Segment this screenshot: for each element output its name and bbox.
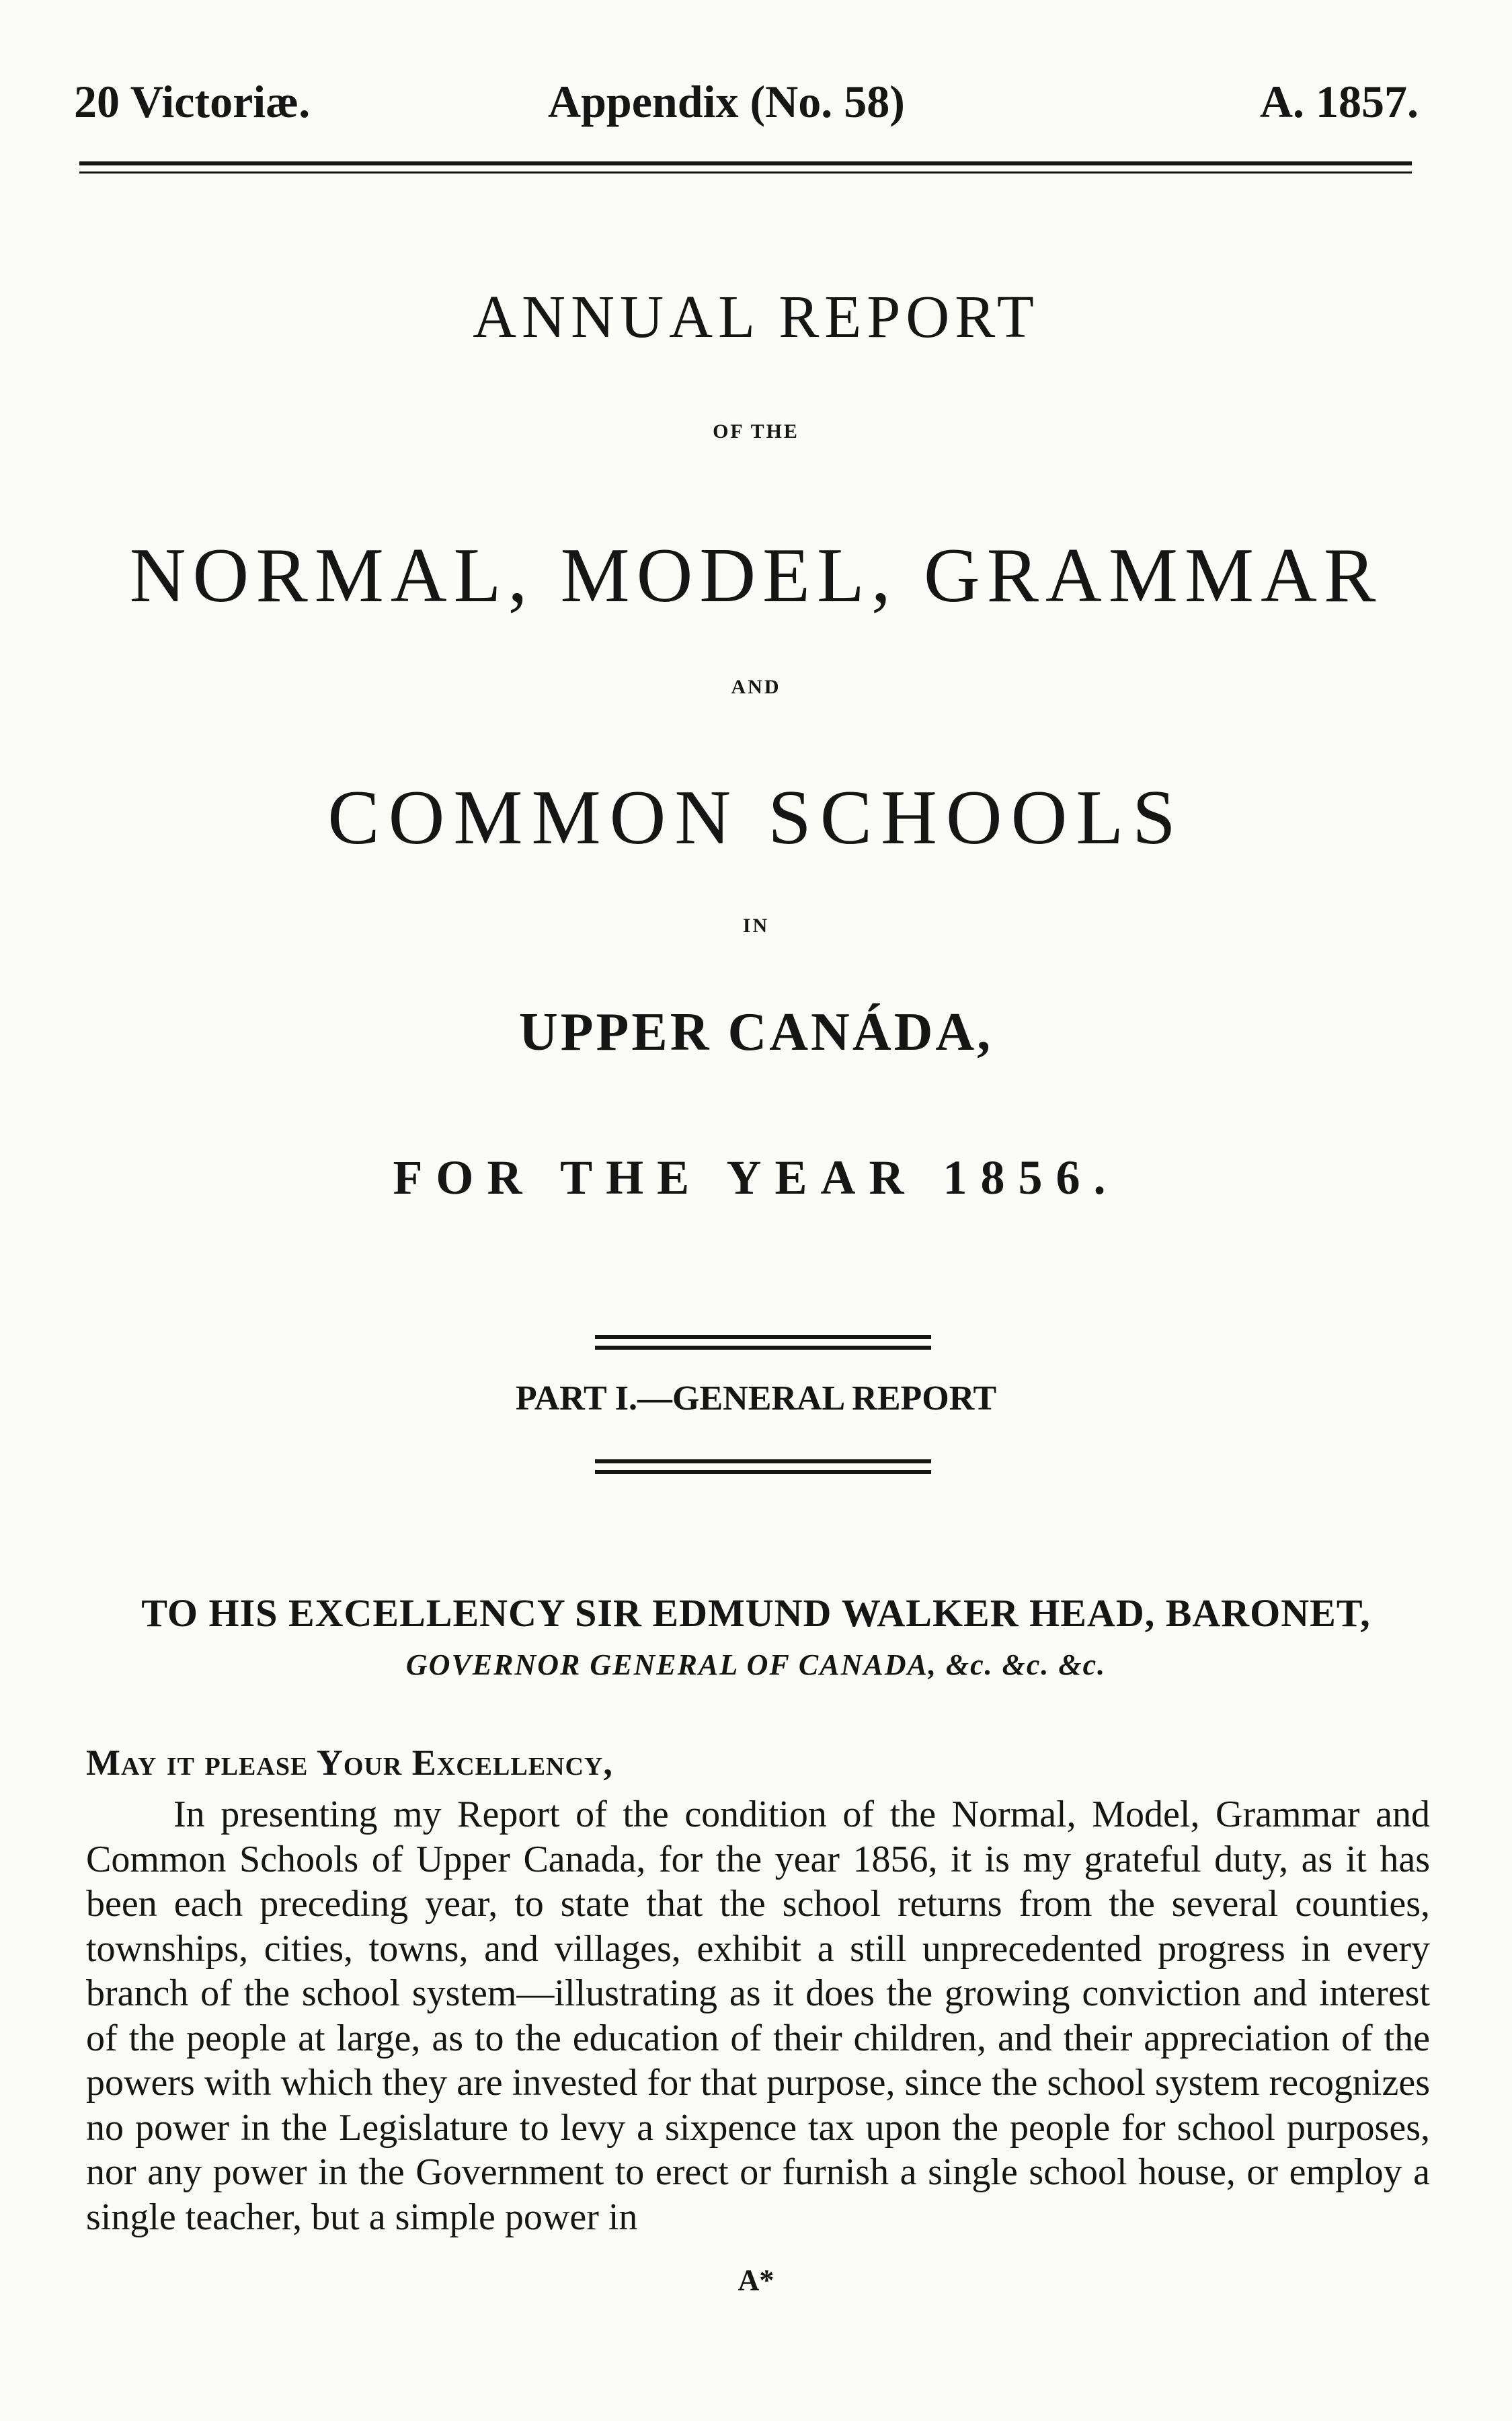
signature-mark: A* (738, 2264, 774, 2297)
title-upper-canada: UPPER CANÁDA, (518, 1003, 994, 1062)
part-title: PART I.—GENERAL REPORT (515, 1379, 997, 1418)
running-header (74, 75, 1419, 136)
title-and: AND (731, 676, 781, 698)
title-for-the-year: FOR THE YEAR 1856. (393, 1151, 1119, 1204)
part-rule-bottom (595, 1459, 931, 1474)
title-normal-model-grammar: NORMAL, MODEL, GRAMMAR (129, 533, 1383, 619)
title-of-the: OF THE (713, 420, 799, 443)
header-session: 20 Victoriæ. (74, 76, 311, 127)
header-appendix: Appendix (No. 58) (548, 76, 905, 127)
title-in: IN (742, 915, 770, 937)
part-rule-top (595, 1335, 931, 1350)
report-paragraph: In presenting my Report of the condition of the Normal, Model, Grammar and Common Schools of Upper Canada, for the year 1856, it is my grateful duty, as it has been each preceding year, to state that the school returns from the several counties, townships, cities, towns, and villages, exhibit a still unprecedented progress in every branch of the school system—illustrating as it does the growing conviction and interest of the people at large, as to the education of their children, and their appreciation of the powers with which they are invested for that purpose, since the school system recognizes no power in the Legislature to levy a sixpence tax upon the people for school purposes, nor any power in the Government to erect or furnish a single school house, or employ a single teacher, but a simple power in (86, 1794, 1430, 2238)
header-year: A. 1857. (1259, 76, 1419, 127)
header-rule (79, 161, 1412, 174)
title-common-schools: COMMON SCHOOLS (327, 775, 1185, 861)
title-annual-report: ANNUAL REPORT (473, 284, 1039, 350)
addressee-line: TO HIS EXCELLENCY SIR EDMUND WALKER HEAD, BARONET, (141, 1591, 1371, 1635)
salutation: May it please Your Excellency, (86, 1742, 613, 1783)
addressee-title: GOVERNOR GENERAL OF CANADA, &c. &c. &c. (405, 1648, 1107, 1681)
